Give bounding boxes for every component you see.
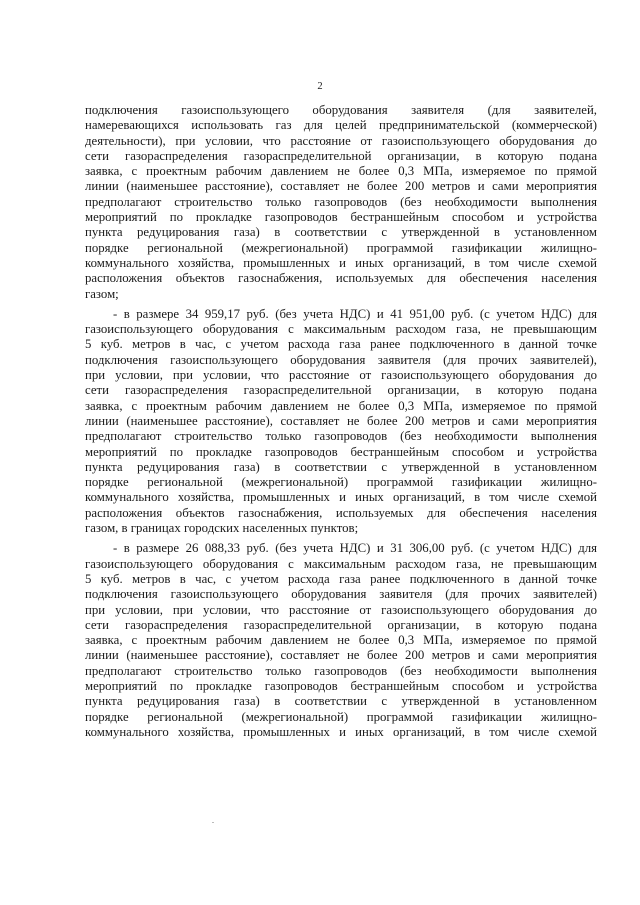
text-line: 5 куб. метров в час, с учетом расхода газа ранее подключенного в данной точке — [85, 571, 597, 586]
text-line: порядке региональной (межрегиональной) программой газификации жилищно- — [85, 475, 597, 490]
text-line: линии (наименьшее расстояние), составляет не более 200 метров и сами мероприятия — [85, 413, 597, 428]
text-line: мероприятий по прокладке газопроводов бестраншейным способом и устройства — [85, 444, 597, 459]
paragraph-2 — [85, 307, 597, 536]
text-line: порядке региональной (межрегиональной) программой газификации жилищно- — [85, 709, 597, 724]
text-line: заявка, с проектным рабочим давлением не более 0,3 МПа, измеряемое по прямой — [85, 164, 597, 179]
text-line: сети газораспределения газораспределительной организации, в которую подана — [85, 148, 597, 163]
text-line: предполагают строительство только газопроводов (без необходимости выполнения — [85, 429, 597, 444]
paragraph-3 — [85, 541, 597, 740]
text-line: заявка, с проектным рабочим давлением не более 0,3 МПа, измеряемое по прямой — [85, 398, 597, 413]
text-line: коммунального хозяйства, промышленных и иных организаций, в том числе схемой — [85, 490, 597, 505]
text-line: - в размере 26 088,33 руб. (без учета НДС) и 31 306,00 руб. (с учетом НДС) для — [113, 541, 597, 556]
text-line: подключения газоиспользующего оборудования заявителя (для прочих заявителей), — [85, 352, 597, 367]
text-line: пункта редуцирования газа) в соответствии с утвержденной в установленном — [85, 694, 597, 709]
text-line: линии (наименьшее расстояние), составляет не более 200 метров и сами мероприятия — [85, 179, 597, 194]
text-line: коммунального хозяйства, промышленных и иных организаций, в том числе схемой — [85, 255, 597, 270]
text-line: газоиспользующего оборудования с максимальным расходом газа, не превышающим — [85, 322, 597, 337]
text-line: пункта редуцирования газа) в соответствии с утвержденной в установленном — [85, 225, 597, 240]
text-line: 5 куб. метров в час, с учетом расхода газа ранее подключенного в данной точке — [85, 337, 597, 352]
text-line: намеревающихся использовать газ для целей предпринимательской (коммерческой) — [85, 118, 597, 133]
text-line: пункта редуцирования газа) в соответствии с утвержденной в установленном — [85, 459, 597, 474]
page-number: 2 — [317, 81, 323, 92]
text-line: заявка, с проектным рабочим давлением не более 0,3 МПа, измеряемое по прямой — [85, 633, 597, 648]
text-line: порядке региональной (межрегиональной) программой газификации жилищно- — [85, 240, 597, 255]
text-line: расположения объектов газоснабжения, используемых для обеспечения населения — [85, 505, 597, 520]
text-line: мероприятий по прокладке газопроводов бестраншейным способом и устройства — [85, 210, 597, 225]
text-line: газом; — [85, 286, 119, 301]
text-line: сети газораспределения газораспределительной организации, в которую подана — [85, 617, 597, 632]
text-line: при условии, при условии, что расстояние от газоиспользующего оборудования до — [85, 602, 597, 617]
text-line: расположения объектов газоснабжения, используемых для обеспечения населения — [85, 271, 597, 286]
text-line: мероприятий по прокладке газопроводов бестраншейным способом и устройства — [85, 678, 597, 693]
text-line: газоиспользующего оборудования с максимальным расходом газа, не превышающим — [85, 556, 597, 571]
text-line: подключения газоиспользующего оборудования заявителя (для прочих заявителей) — [85, 587, 597, 602]
paragraph-1 — [85, 103, 597, 302]
text-line: газом, в границах городских населенных пунктов; — [85, 521, 359, 536]
text-line: при условии, при условии, что расстояние от газоиспользующего оборудования до — [85, 368, 597, 383]
text-line: подключения газоиспользующего оборудования заявителя (для заявителей, — [85, 103, 597, 117]
text-line: сети газораспределения газораспределительной организации, в которую подана — [85, 383, 597, 398]
scan-speck — [212, 822, 214, 823]
document-body — [85, 103, 597, 740]
text-line: деятельности), при условии, что расстояние от газоиспользующего оборудования до — [85, 133, 597, 148]
text-line: коммунального хозяйства, промышленных и иных организаций, в том числе схемой — [85, 724, 597, 739]
text-line: предполагают строительство только газопроводов (без необходимости выполнения — [85, 663, 597, 678]
text-line: - в размере 34 959,17 руб. (без учета НДС) и 41 951,00 руб. (с учетом НДС) для — [113, 306, 597, 321]
text-line: предполагают строительство только газопроводов (без необходимости выполнения — [85, 194, 597, 209]
text-line: линии (наименьшее расстояние), составляет не более 200 метров и сами мероприятия — [85, 648, 597, 663]
